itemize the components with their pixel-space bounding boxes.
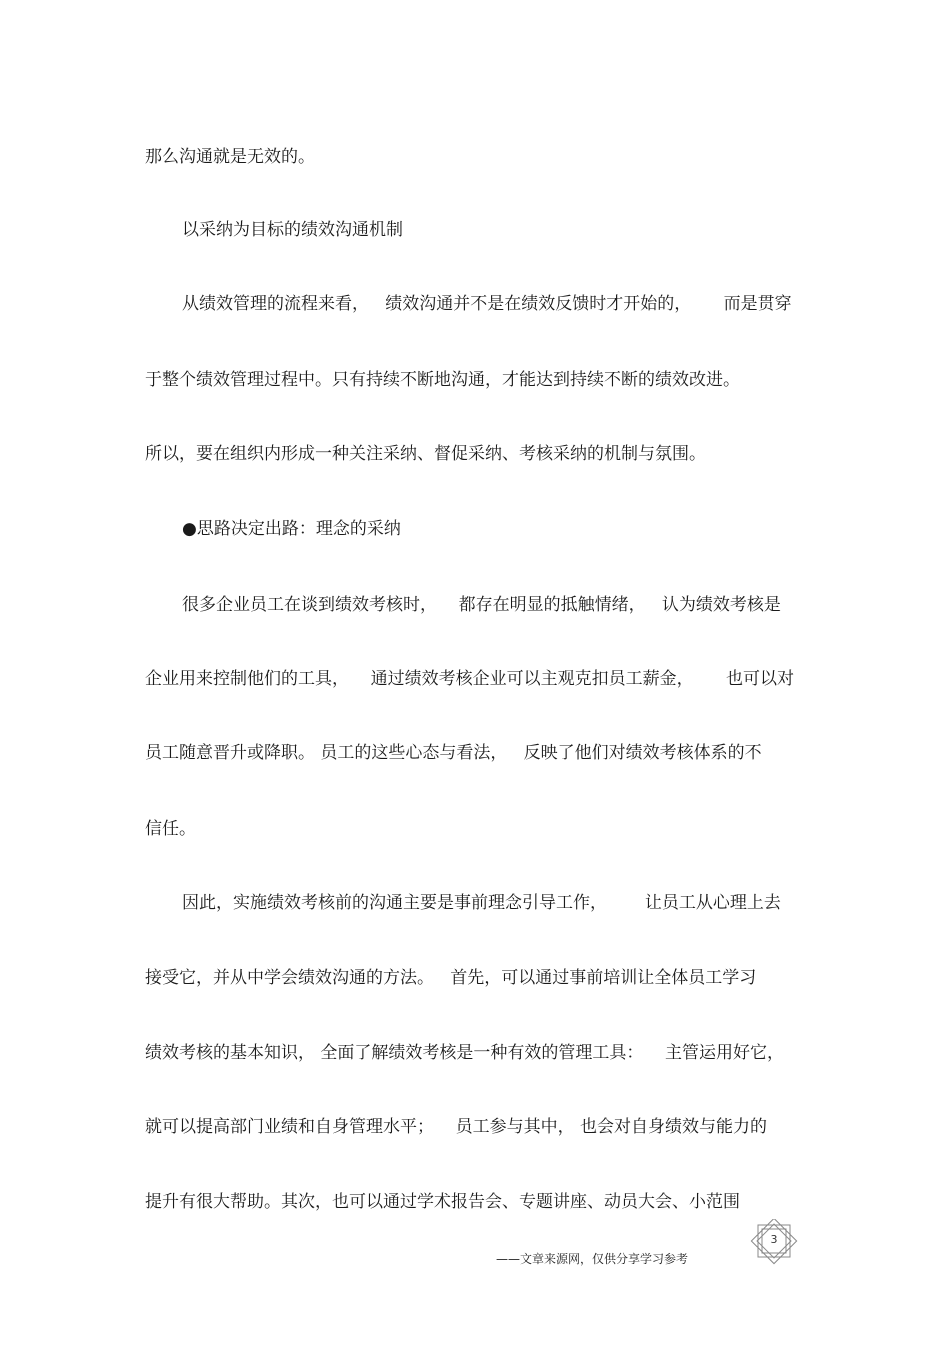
text-line: 从绩效管理的流程来看， 绩效沟通并不是在绩效反馈时才开始的， 而是贯穿 — [182, 294, 792, 314]
text-line: 于整个绩效管理过程中。只有持续不断地沟通，才能达到持续不断的绩效改进。 — [145, 370, 740, 390]
text-line: 那么沟通就是无效的。 — [145, 147, 315, 167]
text-line: 提升有很大帮助。其次，也可以通过学术报告会、专题讲座、动员大会、小范围 — [145, 1192, 740, 1212]
text-line: 信任。 — [145, 819, 196, 839]
text-line: 绩效考核的基本知识， 全面了解绩效考核是一种有效的管理工具： 主管运用好它， — [145, 1043, 785, 1063]
text-line: 员工随意晋升或降职。 员工的这些心态与看法， 反映了他们对绩效考核体系的不 — [145, 743, 762, 763]
text-line: 因此，实施绩效考核前的沟通主要是事前理念引导工作， 让员工从心理上去 — [182, 893, 781, 913]
text-line: 企业用来控制他们的工具， 通过绩效考核企业可以主观克扣员工薪金， 也可以对 — [145, 669, 795, 689]
text-line: 很多企业员工在谈到绩效考核时， 都存在明显的抵触情绪， 认为绩效考核是 — [182, 595, 781, 615]
page-number-badge — [748, 1219, 800, 1265]
section-heading: 以采纳为目标的绩效沟通机制 — [182, 220, 403, 240]
page-number: 3 — [770, 1233, 778, 1246]
text-line: 就可以提高部门业绩和自身管理水平； 员工参与其中， 也会对自身绩效与能力的 — [145, 1117, 768, 1137]
text-line: 所以，要在组织内形成一种关注采纳、督促采纳、考核采纳的机制与氛围。 — [145, 444, 706, 464]
text-line: 接受它，并从中学会绩效沟通的方法。 首先，可以通过事前培训让全体员工学习 — [145, 968, 757, 988]
footer-source-note: ——文章来源网，仅供分享学习参考 — [496, 1252, 689, 1266]
section-heading: ●思路决定出路：理念的采纳 — [182, 519, 401, 539]
